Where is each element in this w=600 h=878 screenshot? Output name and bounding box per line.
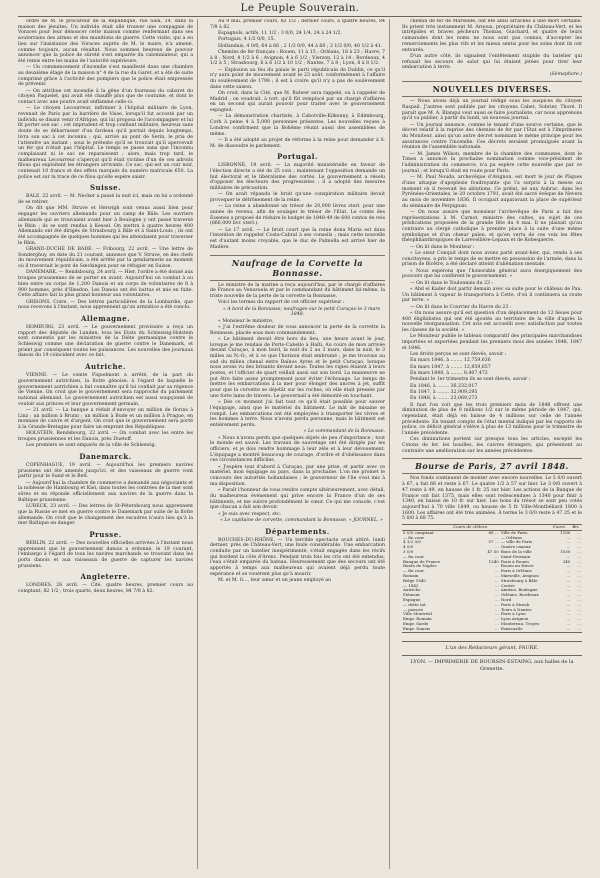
table-cell: … xyxy=(494,598,499,603)
table-cell: 1030 xyxy=(560,550,571,555)
table-cell: … xyxy=(494,607,499,612)
article-paragraph: — Explosion au feu du palais le parti républicain de Dublin, ce qu'il n'y aura point de mouvement avant le 23 août, conformément à l'affaire du soulèvement de 1798 ; il est à croire qu'il n'y a pas de soulèvement dans cette saison. xyxy=(210,67,385,90)
table-cell: Ville Montréal xyxy=(403,612,432,617)
table-cell: Montereau, Troyes xyxy=(500,622,540,627)
table-cell: Paris à Rouen xyxy=(500,559,529,564)
table-cell: Saint-Germain xyxy=(500,554,531,559)
table-cell: … xyxy=(577,564,581,569)
article-paragraph: « Dès ce moment j'ai fait tout ce qu'il était possible pour sauver l'équipage, ainsi que le matériel du bâtiment. Le mât de misaine se rompit. Les embarcations ont été employées à transporter les vivres et les hommes à terre. Nous n'avons perdu personne, mais le bâtiment est entièrement perdu. xyxy=(210,400,385,428)
article-paragraph: Le Moniteur publie le tableau comparatif des principales marchandises importées et exportées pendant les premiers mois des années 1848, 1847 et 1846. xyxy=(402,334,582,351)
column-1 xyxy=(18,19,198,869)
masthead: Le Peuple Souverain. xyxy=(18,2,582,17)
table-cell: Empr. Danois xyxy=(403,626,431,631)
article-paragraph: — Un commencement d'incendie s'est manifesté dans une chambre au deuxième étage de la maison n° 4 de la rue du Garet, et a été de suite comprimé grâce à l'activité des pompiers que le police était empressée de prévenir. xyxy=(18,65,193,88)
article-paragraph: ordre de M. le procureur de la République, rue Sala, 14, dans la maison des jésuites. Un individu était allé trouver une compagnie de Voraces pour leur dénoncer cette maison comme renfermant dans ses souterrains des armes et des munitions de guerre. Cette visite, qui a eu lieu sur l'insistance des Voraces auprès de M. le maire, n'a amené, comme toujours, aucun résultat. Nous sommes heureux de pouvoir annoncer que la police de sûreté s'est emparée du calomniateur, qui a été remis entre les mains de l'autorité supérieure. xyxy=(18,19,193,64)
table-cell: Lyon Avignon xyxy=(500,617,529,622)
column-3 xyxy=(402,19,582,869)
table-cell: … xyxy=(566,583,571,588)
table-cell: … xyxy=(566,622,571,627)
table-cell: … xyxy=(566,588,571,593)
table-cell: … xyxy=(577,578,581,583)
article-paragraph: — M. James Wilson, membre de la chambre des communes, dont le Times a annoncé la prochaine nomination comme vice-président de l'administration du commerce, n'a pu espère cette nouvelle que par ce journal ; et lorsqu'il était en route pour Paris. xyxy=(402,151,582,174)
table-cell: … xyxy=(577,598,581,603)
table-cell: Piémont xyxy=(403,593,420,598)
article-paragraph: — Aujourd'hui la chambre de commerce a demandé aux négociants et la noblesse de Hambourg et Kiel, dans toutes les contrées de la mer sont sûres et en réponde officiellement aux navires de la guerre dans la Baltique prussienne. xyxy=(18,480,193,503)
article-paragraph: — M. Paul Nouda, archevêque d'Avignon, est mort le jour de Pâques d'une attaque d'apoplexie foudroyante qui l'a surpris à la messe au moment où il recevait les ablutions. Ce prélat, né aux Aubrac, dans les Pyrénées-Orientales, le 20 octobre 1791, avait été sacré évêque de Nevers au mois de novembre 1836. Il occupait auparavant la place de supérieur du séminaire de Perpignan. xyxy=(402,175,582,209)
article-paragraph: — On lit dans le Toulonnais du 23 : xyxy=(410,280,494,286)
article-paragraph: M. et M. G..., leur sœur et un jeune employé au xyxy=(218,578,332,584)
article-paragraph: — On nous assure que monsieur l'archevêque de Paris a fait des représentations à M. Carnot, ministre des cultes, au sujet de ces prédications proposées de la grande fête du 4 mai. Il ne plaisait qu'au contraire au clergé catholique à prendre place à la suite d'une même symbolique et d'un chœur païen, et qu'en vertu de ces voix les fêtes théophilanthropiques de Larevellière-Lepaux et de Robespierre. xyxy=(402,209,582,244)
table-cell: … xyxy=(566,612,571,617)
article-paragraph: — On lit dans le Courrier du Havre du 23 : xyxy=(410,304,512,310)
table-cell: … xyxy=(566,574,571,579)
article-paragraph: — Il a été adopté au projet de réforme à la reine pour demander à S. M. de dissoudre le parlement. xyxy=(210,137,385,149)
table-cell: … xyxy=(494,612,499,617)
article-paragraph: « Le commandant de la Bonnasse. xyxy=(303,429,385,435)
table-cell: … xyxy=(577,545,581,550)
table-cell: … xyxy=(566,607,571,612)
article-paragraph: « Le sieur Conquit dont nous avons parlé avant-hier, qui, rendu à ses concitoyens, a pris le temps de se mettre en possession de l'armée, dans la prison de Bicêtre, a été déclaré atteint d'aliénation mentale. xyxy=(402,251,582,268)
section-title-allemagne: Allemagne. xyxy=(80,313,131,323)
table-cell: Empr. Sarde xyxy=(403,622,429,627)
table-cell: — fin cour. xyxy=(403,569,425,574)
article-paragraph: Portugais, 4 1/2 0/0, 15. xyxy=(218,37,276,43)
table-cell: … xyxy=(577,574,581,579)
section-title-autriche: Autriche. xyxy=(85,362,126,372)
table-cell: … xyxy=(577,583,581,588)
table-cell: Nord xyxy=(500,598,512,603)
section-title-bourse: Bourse de Paris, 27 avril 1848. xyxy=(402,458,582,474)
table-cell: … xyxy=(566,602,571,607)
columns xyxy=(18,19,582,869)
section-title-angleterre: Angleterre. xyxy=(80,572,131,582)
table-cell: Banque de France xyxy=(403,559,441,564)
article-paragraph: HOLSTEIN. Rendsbourg, 22 avril. — On combat avec les entre les troupes prussiennes et les Danois, près Duetoff. xyxy=(18,431,193,443)
table-cell: Centre xyxy=(500,583,515,588)
table-cell: 5 0/0 comptant xyxy=(403,530,434,535)
article-paragraph: « Abd el Kader doit partir demain avec sa suite pour le château de Pau. Un bâtiment à vapeur le transportera à Cette, d'où il continuera sa route par terre. » xyxy=(402,287,582,304)
table-cell: … xyxy=(577,550,581,555)
article-paragraph: GRAND-DUCHÉ DE BADE. — Fribourg, 22 avril. — Une lettre de Sonderghuy, en date du 21 courant, annonce que V. Struve, en des chefs du mouvement républicain, a été arrêté par la gendarmerie au moment où il traversait le pont de Sœckingen pour se réfugier en Suisse. xyxy=(18,246,193,270)
article-paragraph: VIENNE. — Le comte Fiquelmont a arrêté, de la part du gouvernement autrichien, la flotte génoise, à l'égard de laquelle le gouvernement autrichien a fait connaître qu'il lui confiait par sa régence de Vienne. On croit que le gouvernement sera rapproché du parlement national allemand. Le gouvernement autrichien est aussi soupçonné de vouloir aux princes et leur gouvernement germain. xyxy=(18,373,193,407)
article-paragraph: — La reine a abandonné un trésor de 20,000 livres sterl. pour une année de revenu, afin de soulager le trésor de l'Etat. Le comte des Essenes a proposé de réduire le budget de 1848-49 de 600 contos de reis (666,000 livr. sterl.). xyxy=(210,204,385,227)
table-cell: Tours à Nantes xyxy=(500,607,532,612)
article-paragraph: Chemins de fer français : Rouen, 11 à 15 ; Orléans, 18 à 23 ; Havre, 7 à 8 ; Nord, 8 1/2 à 6 ; Avignon, 4 à 6 1/2 ; Vierzon, 12 à 14 ; Bordeaux, 4 1/2 à 5 ; Strasbourg, 6 à 6 1/2 à 10 1/2 ; Nantes, 7 à 8 ; Lyon, 8 à 8 1/2. xyxy=(210,49,385,67)
table-cell: 47 50 xyxy=(487,550,499,555)
article-paragraph: — Un journal annonce, comme le tenant d'une source certaine, que le décret relatif à la reprise des chemins de fer par l'Etat est à l'Imprimerie du Moniteur, ainsi qu'un autre décret nommant le même principe pour les assurances contre l'incendie. Ces décrets seraient promulgués avant la réunion de l'assemblée nationale. xyxy=(402,122,582,151)
table-cell: 1180 xyxy=(560,530,571,535)
article-paragraph: Les premiers se sont emparés de la ville de Schleswig. xyxy=(26,443,157,449)
table-cell: … xyxy=(494,578,499,583)
table-cell: … xyxy=(566,569,571,574)
article-paragraph: « J'espère tout d'abord à Curaçao, par une prise, et partir avec ce matériel, mon équipage au pays, dans la prochaine. L'on me promet le concours des autorités hollandaises ; le gouverneur de l'île s'est mis à ma disposition. xyxy=(210,464,385,487)
table-cell: … xyxy=(566,593,571,598)
divider xyxy=(402,641,582,642)
table-cell: Amiens, Boulogne xyxy=(500,588,538,593)
bourse-table-header: Cours. xyxy=(552,525,572,531)
article-paragraph: BALE, 22 avril. — M. Necker a passé la nuit ici, mais on lui a ordonné de se retirer. xyxy=(18,194,193,206)
article-source: (Sémaphore.) xyxy=(549,71,582,77)
table-cell: Paris à Strasb. xyxy=(500,602,531,607)
divider xyxy=(402,655,582,656)
table-cell: Belge 1840 xyxy=(403,578,426,583)
table-cell: Quatre canaux xyxy=(500,545,531,550)
section-title-portugal: Portugal. xyxy=(277,152,318,162)
table-cell: … xyxy=(577,622,581,627)
figures-line: En 1848, à ........ 23,069,273 xyxy=(410,396,478,402)
table-cell: Orléans, Bordeaux xyxy=(500,593,539,598)
article-paragraph: — On lit dans le Moniteur : xyxy=(410,244,475,250)
table-cell: … xyxy=(566,626,571,631)
table-cell: … xyxy=(566,540,571,545)
editor-credit: L'un des Rédacteurs gérant, FAURE. xyxy=(445,644,539,651)
table-cell: … xyxy=(494,617,499,622)
table-cell: — ville de Paris xyxy=(500,540,533,545)
article-paragraph: On dit que MM. Struve et Herwigh sont venus aussi bien pour engager les ouvriers allemands pour un camp de Bâle. Les ouvriers allemands qui se trouvaient avant hier à Boulogne y ont passé traversé le Rhin ; ils se sont rendus à Kessel. On mettra à quatre heures 400 Allemands ont été dirigés de Strasbourg à Bâle et à Saint-Louis ; ils ont été accompagnés de quelques hommes qui les attendaient pour traverser le Rhin. xyxy=(18,206,193,246)
table-cell: … xyxy=(494,622,499,627)
table-cell: — dette int. xyxy=(403,602,427,607)
article-paragraph: Ces diminutions portent sur presque tous les articles, excepté les Cotons de fer, les houilles, les cuivres étrangers, qui présentent au contraire une amélioration sur les années précédentes. xyxy=(402,437,582,454)
table-cell: … xyxy=(577,593,581,598)
article-paragraph: chemin de fer de Marseille, ont été ainsi arrachés à une mort certaine. Ils prient très instamment M. Arnoux, propriétaire du Château-Vert, et les intrépides et braves pêcheurs Thomas, Guichard, et quatre de leurs camarades dont les noms ne nous sont pas connus, d'accepter les remerciements les plus vifs et les mieux sentis pour les soins dont ils ont entourés. xyxy=(402,19,582,53)
table-cell: … xyxy=(566,545,571,550)
table-cell: … xyxy=(566,617,571,622)
table-cell: Paris à Lyon xyxy=(500,612,526,617)
table-cell: … xyxy=(577,607,581,612)
table-cell: … xyxy=(566,535,571,540)
table-cell: … xyxy=(577,617,581,622)
table-cell: … xyxy=(566,598,571,603)
article-paragraph: « J'ai l'extrême douleur de vous annoncer la perte de la corvette la Bonnasse, placée sous mon commandement. xyxy=(210,324,385,336)
article-paragraph: — On attribue cet incendie à la gêne d'un fourneau du cabaret du citoyen Paquelet, qui avait été chauffé plus que de coutume, et dont le contact avec une poutre avait enflammé celle-ci. xyxy=(18,88,193,106)
footer xyxy=(402,641,582,673)
table-cell: — fin cour. xyxy=(403,535,425,540)
bourse-table-header: Bis xyxy=(571,525,582,531)
article-paragraph: Pendant le 1er trimestre ils se sont élevés, savoir : xyxy=(410,377,531,383)
table-row xyxy=(402,627,582,632)
table-cell: … xyxy=(494,593,499,598)
table-cell: … xyxy=(577,588,581,593)
figures-line: En mars 1846, à ........ 12,759,636 xyxy=(410,358,491,364)
bourse-table-header: Cours de clôture. xyxy=(452,525,500,531)
table-cell: 57 … xyxy=(488,540,499,545)
table-cell: … xyxy=(577,540,581,545)
table-cell: … xyxy=(577,554,581,559)
article-paragraph: On croit, dans la Cité, que M. Bulwer sera rappelé, ou à rappeler de Madrid ; on voudrait, à tort, qu'il fût remplacé par un chargé d'affaires en un second qui aurait pouvoir pour traiter avec le gouvernement espagnol. xyxy=(210,91,385,114)
article-paragraph: « Nous espérons que l'honorable général aura énergiquement des pouvoirs que lui confèrent le gouvernement. » xyxy=(402,268,582,280)
table-cell: … xyxy=(577,602,581,607)
article-paragraph: « Paraît l'honneur de vous rendre compte ultérieurement, avec détail, du malheureux événement qui prive encore la France d'un de ses bâtiments, et me suivre profondément le cœur. Ce qui me console, c'est que chacun a fait son devoir. xyxy=(210,488,385,511)
figures-line: En mars 1847, à ........ 12,859,657 xyxy=(410,364,491,370)
table-cell: Rouen au Havre xyxy=(500,564,534,569)
figures-line: En mars 1848, à ........ 8,407,472 xyxy=(410,371,488,377)
article-paragraph: Hollandais, 4 0/0, 64 à 66 ; 2 1/2 0/0, 44 à 60 ; 2 1/2 0/0, 40 1/2 à 41. xyxy=(218,43,383,49)
article-paragraph: — 21 avril. — La banque a réduit d'envoyer un million de florins à Linz ; un million à Brunn ; un million à Bude et un million à Prague, en monnaie de cuivre et d'argent. On croit que le gouvernement sera porté à la Grande-Bretagne pour faire un emprunt des Républiques. xyxy=(18,407,193,431)
table-cell: … xyxy=(494,588,499,593)
table-cell: Empr. Romain xyxy=(403,617,432,622)
section-title-nouvelles: NOUVELLES DIVERSES. xyxy=(402,81,582,97)
table-cell: … xyxy=(566,564,571,569)
table-cell: … xyxy=(577,569,581,574)
article-paragraph: BOUCHES-DU-RHÔNE. — Un terrible spectacle avait attiré, lundi dernier, près de Château-Vert, une foule considérable. Une embarcation conduite par un batelier inexpérimenté, s'était engagée dans les récifs qui bordent la côte d'Arenc. Pendant trois fois les cris ont été entendus, l'eau s'était emparée du bateau. Heureusement que des secours ont été apportés à temps aux malheureux qui avaient déjà perdu toute espérance et se vouèrent plus qu'à mourir. xyxy=(210,537,385,577)
table-cell: Ville de Paris xyxy=(500,530,528,535)
table-cell: Rente de Naples xyxy=(403,564,437,569)
bourse-table-body xyxy=(402,530,582,632)
table-cell: … xyxy=(494,602,499,607)
table-cell: … xyxy=(577,612,581,617)
article-paragraph: COPENHAGUE, 19 avril. — Aujourd'hui les premiers navires prussiens ont été amenés jusqu'ici, et des vaisseaux de guerre vont partir pour le Sund et le Belt. xyxy=(18,463,193,480)
section-title-prusse: Prusse. xyxy=(89,529,122,539)
article-paragraph: « On nous assure qu'il est question d'un déplacement de 12 lieues pour 400 éligibilistes qui ont été ajoutés au territoire de la ville d'après la nouvelle réorganisation. Cet avis est accueilli avec satisfaction par toutes les classes de la société. » xyxy=(402,311,582,334)
table-cell: Strasbourg à Bâle xyxy=(500,578,538,583)
table-cell: … xyxy=(494,574,499,579)
section-title-departements: Départements. xyxy=(265,526,330,536)
figures-line: En 1847, à ........ 32,909,295 xyxy=(410,389,478,395)
article-paragraph: DANEMARK. — Rendsbourg, 24 avril. — Hier, l'ordre a été donné aux troupes prussiennes de se porter en avant. Aujourd'hui on combat à ou bien entre un corps de 1,200 Danois et un corps de volontaires de 8 à 900 hommes, près d'Illesdon. Les Danois ont été battus et mis en fuite. Cette affaire fait la plus grand honneur aux volontaires. xyxy=(18,270,193,299)
table-cell: Paris à Orléans xyxy=(500,569,532,574)
table-cell: — fin cour. xyxy=(403,554,425,559)
article-paragraph: LUBECK, 23 avril. — Des lettres de St-Pétersbourg nous apprennent que la Russie se met en guerre contre le Danemark par suite de la flotte allemande. On croit que le changement des escadres n'aura lieu qu'à la mer Baltique en danger. xyxy=(18,504,193,527)
article-paragraph: « Monsieur le ministre, xyxy=(218,318,274,324)
article-paragraph: — On avait répandu le bruit qu'une conspiration militaire devait provoquer le détrônement de la reine. xyxy=(210,192,385,204)
table-cell: Fanacastle xyxy=(500,626,523,631)
section-title-naufrage: Naufrage de la Corvette la Bonnasse. xyxy=(210,255,385,281)
article-paragraph: BERLIN, 22 avril. — Des nouvelles officielles arrivées à l'instant nous apprennent que le gouvernement danois a ordonné, le 19 courant, l'embargo à l'égard de tous les navires marchands se trouvant dans les ports danois et aux vaisseaux de guerre de capturer les navires prussiens. xyxy=(18,540,193,569)
article-paragraph: LONDRES, 26 avril. — Cité, quatre heures, premier cours au comptant, 82 1/2 ; trois quarts, deux heures, 84 7/8 à 82. xyxy=(18,583,193,595)
article-paragraph: Espagnols, actifs, 11 1/2 ; 3 0/0, 24 1/4, 24 à 24 1/2. xyxy=(218,31,343,36)
table-cell: … xyxy=(494,569,499,574)
table-cell: Autriche xyxy=(403,588,421,593)
article-paragraph: Les droits perçus se sont élevés, savoir : xyxy=(410,352,507,358)
printer-credit: LYON. — IMPRIMERIE DE BOURSIN-ESTAING, aux halles de la Grenette. xyxy=(410,658,574,672)
table-cell: Marseille, Avignon xyxy=(500,574,539,579)
article-paragraph: « Je suis avec respect, etc. xyxy=(218,511,282,517)
table-cell: — 1842 xyxy=(403,583,419,588)
article-paragraph: Au 9 mai, premier cours, 82 1/2 ; dernier cours, à quatre heures, 84 7/8 à 82. xyxy=(210,19,385,30)
bourse-table xyxy=(402,524,582,633)
table-cell: — passive xyxy=(403,607,424,612)
column-2 xyxy=(210,19,390,869)
table-cell: … xyxy=(494,583,499,588)
table-cell: — Orléans xyxy=(500,535,522,540)
article-paragraph: « A bord de la Bonnasse, naufragée sur le petit Curaçao le 3 mars 1848. xyxy=(222,306,381,318)
article-paragraph: Voici les termes du rapport de cet officier supérieur : xyxy=(218,300,345,306)
table-cell: 4 0/0 xyxy=(403,545,414,550)
table-cell: 68 … xyxy=(488,530,499,535)
article-signature: « Le capitaine de corvette, commandant la Bonnasse, « JOURNEL. » xyxy=(220,517,383,523)
section-title-danemarck: Danemarck. xyxy=(79,452,132,462)
article-paragraph: — Le citoyen Lecourreur, infirmier à l'hôpital militaire de Lyon, revenait de Paris par la barrière de Vaise, lorsqu'il fut accosté par un individu se disant venir d'Afrique, qui lui proposa de l'accompagner et lui fit porter son sac ; cet imprudent et trop confiant militaire, heureux sans doute de se débarrasser d'un fardeau qu'il portait depuis longtemps, livra son sac à cet inconnu ; qui, arrivé au pont de Serin, le pria de l'attendre un instant ; sous le prétexte qu'il se trouvait qu'il apercevait un fer qui n'était pas l'hôpital. Le temps se passe sans que l'inconnu complaisant ni le sac ne reparaissent ; alors, mais trop tard, le malheureux Lecourreur s'aperçut qu'il était victime d'un de ces adroits filous qui exploitent les étrangers arrivants. Ce sac, qui est un cuir noir, contenait 10 francs et des effets marqués du numéro matricule 650. La police est sur la trace de ce filou qu'elle espère saisir. xyxy=(18,106,193,180)
article-paragraph: — Le 17 avril. — Le bruit court que la reine dona Maria est dans l'intention de rappeler Costa-Cabral à ses conseils ; mais cette nouvelle est d'autant moins croyable, que le duc de Palmella est arrivé hier de Madère. xyxy=(210,227,385,250)
table-cell: … xyxy=(566,554,571,559)
table-cell: … xyxy=(494,564,499,569)
article-paragraph: Il faut l'on voit que les trois premiers mois de 1848 offrent une diminution de plus de 9 millions 1/2 sur le même période de 1847, qui, cependant, était déjà en baisse de 4 millions sur celle de l'année précédente. En tenant compte de l'état mental indiqué par les rapports de police, ce déficit général s'élève à plus de 13 millions pour le trimestre de l'année précédente. xyxy=(402,402,582,437)
table-cell: Romain xyxy=(403,574,419,579)
table-cell: Espagne xyxy=(403,598,421,603)
table-cell: 340 xyxy=(562,559,571,564)
figures-line: En 1846, à ........ 36,232,017 xyxy=(410,383,478,389)
table-cell: … xyxy=(577,559,581,564)
table-cell: Bons de la ville xyxy=(500,550,532,555)
table-cell: … xyxy=(577,535,581,540)
table-cell: … xyxy=(494,535,499,540)
article-paragraph: Le ministre de la marine a reçu aujourd'hui, par le chargé d'affaires de France au Venezuela et par le commandant du bâtiment lui-même, la triste nouvelle de la perte de la corvette la Bonnasse. xyxy=(210,282,385,299)
article-paragraph: D'un autre côté, ils signalent l'entêtement stupide du batelier qui refusait les secours de salut qui lui étaient jetées pour tirer leur embarcation à terre. xyxy=(402,53,582,71)
table-cell: 1340 xyxy=(488,559,499,564)
table-cell: 3 0/0 xyxy=(403,550,414,555)
article-paragraph: HOMBURG, 23 avril. — Le gouvernement provisoire a reçu un rapport des députés de Lunden, tous les Etats du Schleswig-Holstein sont consentis par les ministres de la Diète germanique contre le Schleswig comme une déclaration de guerre contre le Danemark, et prient par conséquent toutes les puissances. Les nouvelles des journaux danois du 19 coïncident avec ce fait. xyxy=(18,324,193,359)
article-paragraph: — Nous avons déjà un journal rédigé sous les auspices du citoyen Raspail. J'autres sont publiés par les citoyens Cabet, Sobrier, Thoré. Il paraît que M. A. Blanqui veut aussi se faire journaliste, car nous apprenons qu'il va publier, à partir du lundi, un nouveau journal. xyxy=(402,99,582,122)
table-cell: … xyxy=(494,554,499,559)
table-cell: … xyxy=(566,578,571,583)
table-cell: … xyxy=(577,530,581,535)
article-paragraph: GRISONS, Coire. — Des lettres particulières de la Lombardie, que nous recevons à l'instant, nous apprennent qu'un armistice a été conclu. xyxy=(18,299,193,311)
section-title-suisse: Suisse. xyxy=(89,183,122,193)
table-cell: 4 1/2 0/0 xyxy=(403,540,421,545)
table-cell: … xyxy=(494,626,499,631)
table-cell: … xyxy=(577,626,581,631)
article-paragraph: — La démonstration chartiste, à Cabotville-Kilkenny, à Edimbourg, Cork à peine 4 à 5,000 personnes présentes. Les nouvelles reçues à Londres confirment que la Bohême réunit aussi des assemblées de même. xyxy=(210,114,385,137)
article-paragraph: LISBONNE, 19 avril. — La majorité ministérielle en faveur de l'élection directe a été de 25 voix ; maintenant l'opposition demande un but électoral et le libéralisme des cortès. Le gouvernement a résolu d'opposer les électeurs des progressistes ; il a adopté des mesures militaires de précaution. xyxy=(210,163,385,192)
article-paragraph: « Nous n'avons perdu que quelques objets de peu d'importance ; tout le monde est sauvé. Les travaux de sauvetage ont été dirigés par les officiers, et je dois rendre hommage à leur zèle et à leur dévouement. L'équipage a montré beaucoup de courage, d'ordre et d'obéissance dans ces circonstances difficiles. xyxy=(210,435,385,464)
article-paragraph: « Le bâtiment devait être hors du lieu, une heure avant le jour, lorsque je me rendais de Porto-Cabello à Haïti. Au cours de mon arrivée devant Curaçao, à mon bord, la nuit du 2 au 3 mars, dans la nuit, le 3 milles au N.-O., et à ce que l'horizon était embrumé ; je me trouvais au sud du milieu chenal entre Baïnos Ayres et le petit Curaçao, lorsque nous avons vu des brisants devant nous. Toutes les vigies étaient à leurs postes, et l'officier de quart veillait aussi sur son bord. La manœuvre ne put être faite assez promptement pour éviter l'échouage. Le temps de mettre les embarcations à la mer pour élonger des ancres à jet, suffit pour que la corvette se déjetât sur les roches, où elle était pressée par une forte lame de travers. Le gouvernail a été démonté en touchant. xyxy=(210,336,385,399)
table-cell: … xyxy=(494,545,499,550)
article-paragraph: Nos fonds continuent de monter avec encore nouvelles. Le 5 0/0 ouvert à 67, a fait 66 et reste à 67. Le quatre 1/2 à 57 sur hier. Le 3 0/0 ouvert à 47 reste à 49, en hausse de 1 fr. 25 sur hier. Les actions de la Banque de France ont fait 1375, mais elles sont redescendues à 1340 pour finir à 1340, en baisse de 10 fr. sur hier. Les bons du trésor se sont peu cotés aujourd'hui à 70 ville 1849, ou hausse de 5 fr. Ville-Montbéliard 1800 à 1600. Les affaires ont été très animées. À terme le 3 0/0 reste à 47 25 et le 5 0/0 à 68 75. xyxy=(402,476,582,522)
